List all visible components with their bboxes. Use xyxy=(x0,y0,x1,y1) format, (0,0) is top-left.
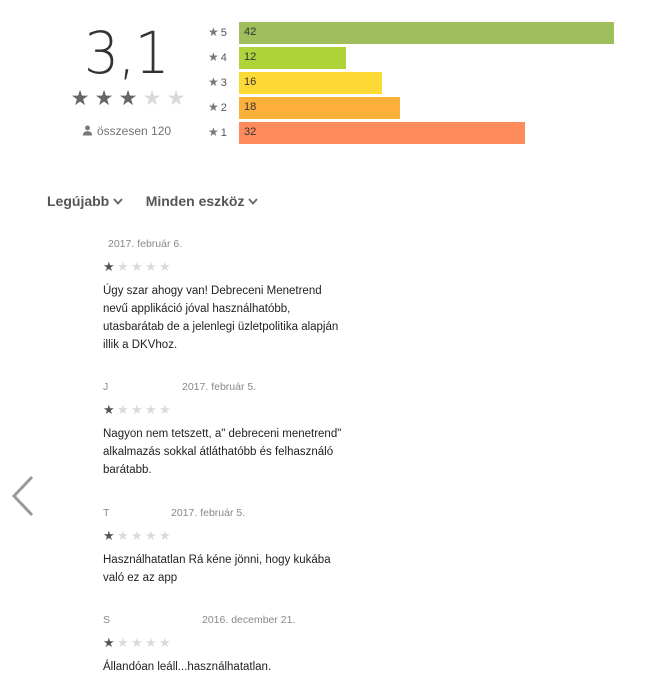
star-icon: ★ xyxy=(131,259,143,274)
review-rating xyxy=(103,401,353,415)
average-rating-stars xyxy=(68,88,188,110)
chevron-down-icon xyxy=(248,198,258,205)
review-header xyxy=(103,614,353,628)
sort-dropdown[interactable] xyxy=(47,193,123,209)
histogram-count: 12 xyxy=(244,51,257,63)
histogram-bar xyxy=(239,97,400,119)
review-author: T xyxy=(103,507,110,519)
review-item xyxy=(103,381,353,479)
review-item xyxy=(103,614,353,676)
star-icon: ★ xyxy=(103,635,115,650)
star-icon: ★ xyxy=(142,87,162,110)
review-date: 2017. február 5. xyxy=(182,381,257,393)
review-filters xyxy=(47,193,276,211)
star-icon: ★ xyxy=(103,259,115,274)
star-icon: ★ xyxy=(117,528,129,543)
review-author: J xyxy=(103,381,109,393)
histogram-bar xyxy=(239,47,346,69)
histogram-bar xyxy=(239,72,382,94)
chevron-left-icon xyxy=(8,474,38,518)
histogram-star-number: 2 xyxy=(220,102,227,114)
review-date: 2016. december 21. xyxy=(202,614,296,626)
star-icon: ★ xyxy=(208,25,219,39)
histogram-star-number: 4 xyxy=(220,52,227,64)
star-icon: ★ xyxy=(208,50,219,64)
star-icon: ★ xyxy=(131,635,143,650)
review-date: 2017. február 5. xyxy=(171,507,246,519)
sort-dropdown-label: Legújabb xyxy=(47,193,110,209)
star-icon: ★ xyxy=(145,402,157,417)
star-icon: ★ xyxy=(159,402,171,417)
star-icon: ★ xyxy=(145,528,157,543)
review-item xyxy=(103,507,353,587)
review-rating xyxy=(103,258,353,272)
star-icon: ★ xyxy=(117,402,129,417)
star-icon: ★ xyxy=(117,259,129,274)
star-icon: ★ xyxy=(94,87,114,110)
review-item xyxy=(103,238,353,354)
star-icon: ★ xyxy=(103,528,115,543)
histogram-star-label xyxy=(208,50,234,64)
histogram-count: 18 xyxy=(244,101,257,113)
review-date: 2017. február 6. xyxy=(108,238,183,250)
star-icon: ★ xyxy=(145,635,157,650)
histogram-bar xyxy=(239,22,614,44)
device-dropdown[interactable] xyxy=(146,193,259,209)
star-icon: ★ xyxy=(117,635,129,650)
histogram-star-number: 3 xyxy=(220,77,227,89)
star-icon: ★ xyxy=(208,125,219,139)
histogram-star-label xyxy=(208,25,234,39)
histogram-star-number: 1 xyxy=(220,127,227,139)
histogram-star-label xyxy=(208,75,234,89)
review-header xyxy=(103,507,353,521)
review-text: Úgy szar ahogy van! Debreceni Menetrend nevű applikáció jóval használhatóbb, utasbarátab de a jelenlegi üzletpolitika alapján illik a DKVhoz. xyxy=(103,285,339,351)
review-text: Nagyon nem tetszett, a" debreceni menetrend" alkalmazás sokkal átláthatóbb és felhasználó barátabb. xyxy=(103,428,342,476)
star-icon: ★ xyxy=(208,100,219,114)
star-icon: ★ xyxy=(70,87,90,110)
histogram-count: 16 xyxy=(244,76,257,88)
chevron-down-icon xyxy=(113,198,123,205)
person-icon xyxy=(82,125,93,136)
total-ratings xyxy=(82,124,171,138)
star-icon: ★ xyxy=(131,402,143,417)
review-rating xyxy=(103,634,353,648)
review-header xyxy=(103,238,353,252)
star-icon: ★ xyxy=(166,87,186,110)
review-rating xyxy=(103,527,353,541)
star-icon: ★ xyxy=(159,528,171,543)
histogram-star-label xyxy=(208,125,234,139)
histogram-bar xyxy=(239,122,525,144)
review-text: Állandóan leáll...használhatatlan. xyxy=(103,661,272,673)
star-icon: ★ xyxy=(103,402,115,417)
star-icon: ★ xyxy=(118,87,138,110)
review-author: S xyxy=(103,614,111,626)
review-text: Használhatatlan Rá kéne jönni, hogy kukába való ez az app xyxy=(103,554,331,584)
star-icon: ★ xyxy=(159,635,171,650)
device-dropdown-label: Minden eszköz xyxy=(145,193,245,209)
star-icon: ★ xyxy=(131,528,143,543)
review-header xyxy=(103,381,353,395)
histogram-count: 32 xyxy=(244,126,257,138)
rating-summary xyxy=(0,0,659,160)
previous-reviews-button[interactable] xyxy=(8,474,38,518)
histogram-star-label xyxy=(208,100,234,114)
histogram-star-number: 5 xyxy=(220,27,227,39)
star-icon: ★ xyxy=(159,259,171,274)
star-icon: ★ xyxy=(145,259,157,274)
histogram-count: 42 xyxy=(244,26,257,38)
total-ratings-label: összesen 120 xyxy=(97,124,172,138)
average-rating: 3,1 xyxy=(84,19,169,87)
star-icon: ★ xyxy=(208,75,219,89)
